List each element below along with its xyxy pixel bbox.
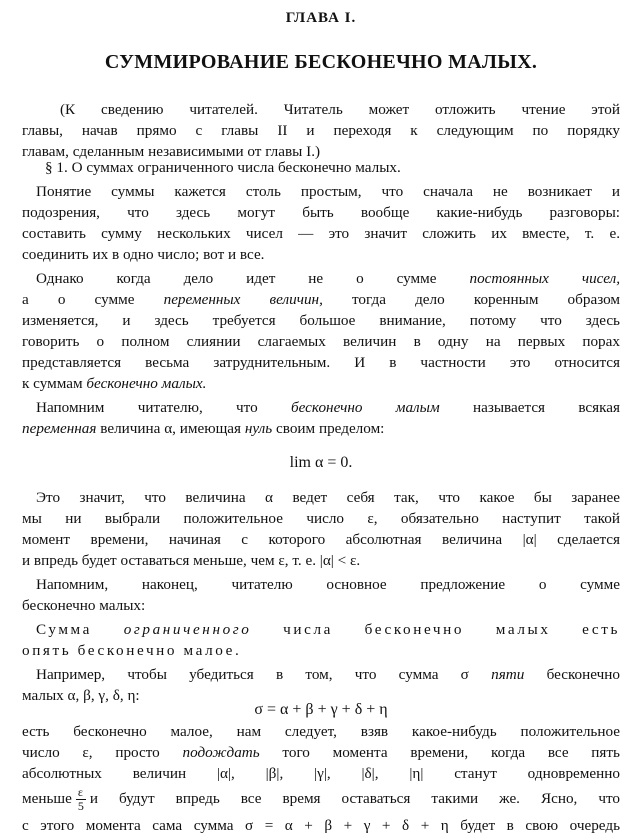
para7-line-3: абсолютных величин |α|, |β|, |γ|, |δ|, |η| станут одновременно xyxy=(22,765,620,782)
sum-formula: σ = α + β + γ + δ + η xyxy=(254,701,388,718)
theorem-line-1: Сумма ограниченного числа бесконечно малых есть xyxy=(36,621,620,638)
italic-term: ограниченного xyxy=(123,621,252,638)
epsilon-over-five-fraction: $\frac{\varepsilon}{5}$ xyxy=(77,785,84,814)
italic-term: переменных величин, xyxy=(163,291,323,308)
note-line-1: (К сведению читателей. Читатель может отложить чтение этой xyxy=(60,101,620,118)
para2-line-1: Однако когда дело идет не о сумме постоянных чисел, xyxy=(36,270,620,287)
para2-line-5: представляется весьма затруднительным. И в частности это относится xyxy=(22,354,620,371)
para1-line-3: составить сумму нескольких чисел — это значит сложить их вместе, т. е. xyxy=(22,225,620,242)
italic-term: постоянных чисел, xyxy=(469,270,620,287)
para4-line-1: Это значит, что величина α ведет себя так, что какое бы заранее xyxy=(36,489,620,506)
para4-line-2: мы ни выбрали положительное число ε, обязательно наступит такой xyxy=(22,510,620,527)
para5-line-2: бесконечно малых: xyxy=(22,597,146,614)
para4-line-3: момент времени, начиная с которого абсолютная величина |α| сделается xyxy=(22,531,620,548)
para7-line-1: есть бесконечно малое, нам следует, взяв какое-нибудь положительное xyxy=(22,723,620,740)
italic-term: пяти xyxy=(491,666,525,683)
para7-line-4: меньше $\frac{\varepsilon}{5}$ и будут впредь все время оставаться такими же. Ясно, что xyxy=(22,785,620,814)
chapter-title: СУММИРОВАНИЕ БЕСКОНЕЧНО МАЛЫХ. xyxy=(104,51,538,73)
italic-term: бесконечно малых. xyxy=(86,375,207,392)
para5-line-1: Напомним, наконец, читателю основное предложение о сумме xyxy=(36,576,620,593)
italic-term: переменная xyxy=(22,420,97,437)
para1-line-2: подозрения, что здесь могут быть вообще какие-нибудь разговоры: xyxy=(22,204,620,221)
theorem-line-2: опять бесконечно малое. xyxy=(22,642,242,659)
para3-line-2: переменная величина α, имеющая нуль своим пределом: xyxy=(22,420,385,437)
limit-formula: lim α = 0. xyxy=(289,454,353,471)
para2-line-4: говорить о полном слиянии слагаемых величин в одну на первых порах xyxy=(22,333,620,350)
para3-line-1: Напомним читателю, что бесконечно малым называется всякая xyxy=(36,399,620,416)
para1-line-1: Понятие суммы кажется столь простым, что сначала не возникает и xyxy=(36,183,620,200)
section-heading: § 1. О суммах ограниченного числа бесконечно малых. xyxy=(45,159,401,176)
italic-term: нуль xyxy=(244,420,273,437)
para6-line-2: малых α, β, γ, δ, η: xyxy=(22,687,140,704)
chapter-heading: ГЛАВА I. xyxy=(285,10,357,26)
para7-line-2: число ε, просто подождать того момента времени, когда все пять xyxy=(22,744,620,761)
note-line-3: главам, сделанным независимыми от главы I.) xyxy=(22,143,321,160)
para2-line-2: а о сумме переменных величин, тогда дело коренным образом xyxy=(22,291,620,308)
note-line-2: главы, начав прямо с главы II и переходя к следующим по порядку xyxy=(22,122,620,139)
para1-line-4: соединить их в одно число; вот и все. xyxy=(22,246,265,263)
para2-line-6: к суммам бесконечно малых. xyxy=(22,375,207,392)
para2-line-3: изменяется, и здесь требуется большое внимание, потому что здесь xyxy=(22,312,620,329)
para4-line-4: и впредь будет оставаться меньше, чем ε, т. е. |α| < ε. xyxy=(22,552,361,569)
para7-line-5: с этого момента сама сумма σ = α + β + γ + δ + η будет в свою очередь xyxy=(22,817,620,834)
italic-term: бесконечно малым xyxy=(291,399,440,416)
para6-line-1: Например, чтобы убедиться в том, что сумма σ пяти бесконечно xyxy=(36,666,620,683)
italic-term: подождать xyxy=(182,744,260,761)
